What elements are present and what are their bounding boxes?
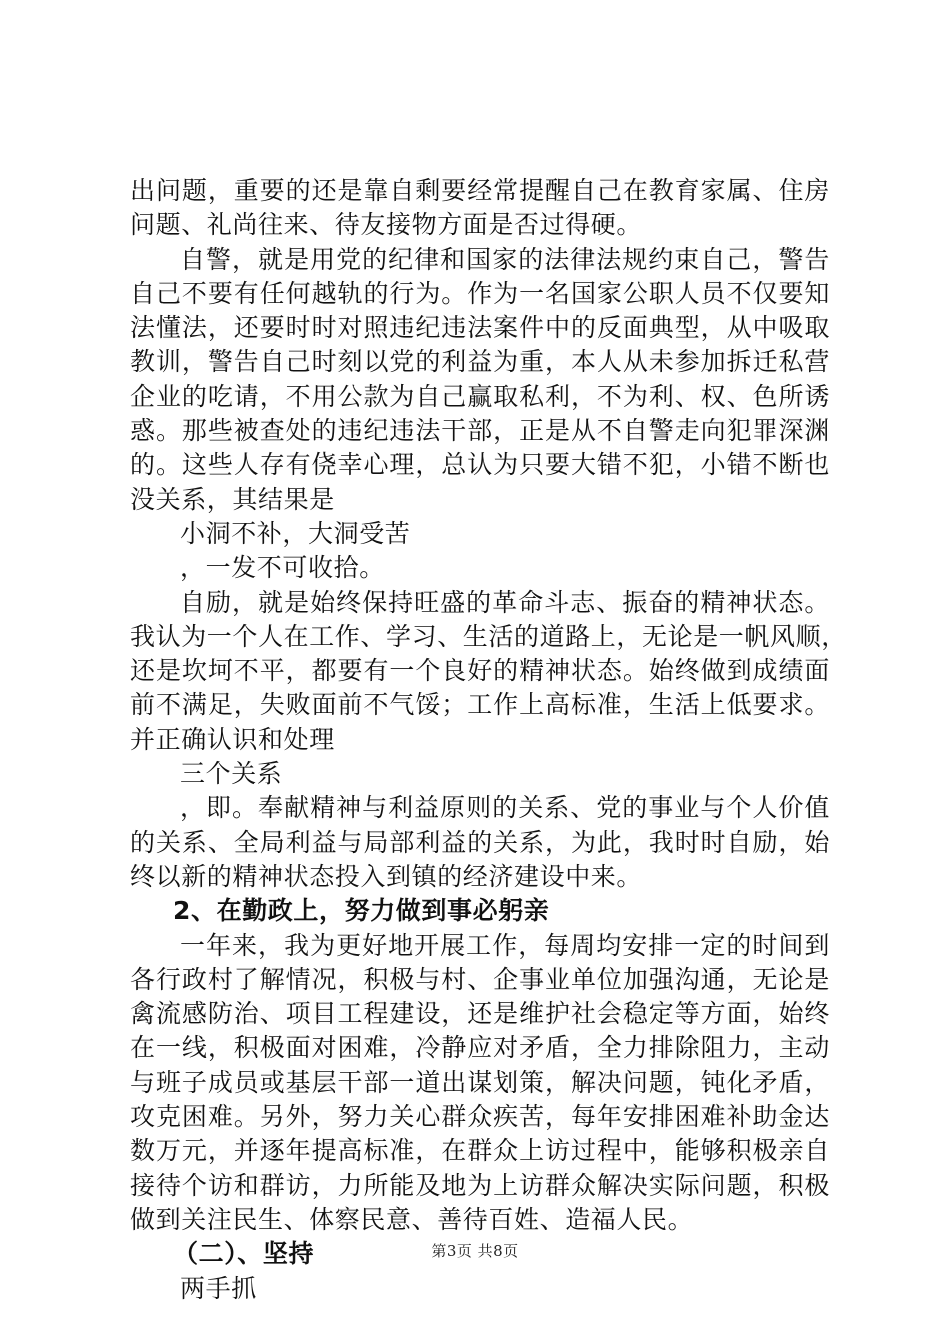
text-line: 的。这些人存有侥幸心理，总认为只要大错不犯，小错不断也 — [130, 450, 830, 480]
text-line: 还是坎坷不平，都要有一个良好的精神状态。始终做到成绩面 — [130, 656, 830, 686]
section-heading: （二）、坚持 — [173, 1239, 315, 1269]
text-line: 没关系，其结果是 — [130, 484, 335, 514]
text-line: 在一线，积极面对困难，冷静应对矛盾，全力排除阻力，主动 — [130, 1033, 830, 1063]
text-line: 终以新的精神状态投入到镇的经济建设中来。 — [130, 861, 643, 891]
text-line: 数万元，并逐年提高标准，在群众上访过程中，能够积极亲自 — [130, 1136, 830, 1166]
text-line: 两手抓 — [180, 1273, 257, 1303]
text-line: 做到关注民生、体察民意、善待百姓、造福人民。 — [130, 1204, 694, 1234]
section-heading: 2、在勤政上，努力做到事必躬亲 — [173, 896, 550, 926]
text-line: 的关系、全局利益与局部利益的关系，为此，我时时自励，始 — [130, 827, 830, 857]
text-line: 并正确认识和处理 — [130, 724, 335, 754]
body-text — [130, 174, 847, 1306]
text-line: 禽流感防治、项目工程建设，还是维护社会稳定等方面，始终 — [130, 999, 830, 1029]
text-line: ，一发不可收拾。 — [180, 553, 385, 583]
paragraph-start: 一年来，我为更好地开展工作，每周均安排一定的时间到 — [180, 930, 830, 960]
paragraph-start: 自励，就是始终保持旺盛的革命斗志、振奋的精神状态。 — [180, 587, 830, 617]
text-line: 法懂法，还要时时对照违纪违法案件中的反面典型，从中吸取 — [130, 313, 830, 343]
text-line: 与班子成员或基层干部一道出谋划策，解决问题，钝化矛盾， — [130, 1067, 830, 1097]
page-number-footer: 第3页 共8页 — [431, 1242, 519, 1260]
text-line: 各行政村了解情况，积极与村、企事业单位加强沟通，无论是 — [130, 964, 830, 994]
text-line: 攻克困难。另外，努力关心群众疾苦，每年安排困难补助金达 — [130, 1102, 830, 1132]
text-line: 前不满足，失败面前不气馁；工作上高标准，生活上低要求。 — [130, 690, 830, 720]
text-line: ，即。奉献精神与利益原则的关系、党的事业与个人价值 — [180, 793, 830, 823]
text-line: 我认为一个人在工作、学习、生活的道路上，无论是一帆风顺， — [130, 621, 847, 651]
text-line: 接待个访和群访，力所能及地为上访群众解决实际问题，积极 — [130, 1170, 830, 1200]
text-line: 教训，警告自己时刻以党的利益为重，本人从未参加拆迁私营 — [130, 347, 830, 377]
text-line: 自己不要有任何越轨的行为。作为一名国家公职人员不仅要知 — [130, 278, 830, 308]
text-line: 小洞不补，大洞受苦 — [180, 518, 411, 548]
text-line: 三个关系 — [180, 759, 283, 789]
text-line: 问题、礼尚往来、待友接物方面是否过得硬。 — [130, 210, 643, 240]
text-line: 出问题，重要的还是靠自剩要经常提醒自己在教育家属、住房 — [130, 176, 830, 205]
text-line: 惑。那些被查处的违纪违法干部，正是从不自警走向犯罪深渊 — [130, 416, 830, 446]
text-line: 企业的吃请，不用公款为自己赢取私利，不为利、权、色所诱 — [130, 381, 830, 411]
paragraph-start: 自警，就是用党的纪律和国家的法律法规约束自己，警告 — [180, 244, 830, 274]
